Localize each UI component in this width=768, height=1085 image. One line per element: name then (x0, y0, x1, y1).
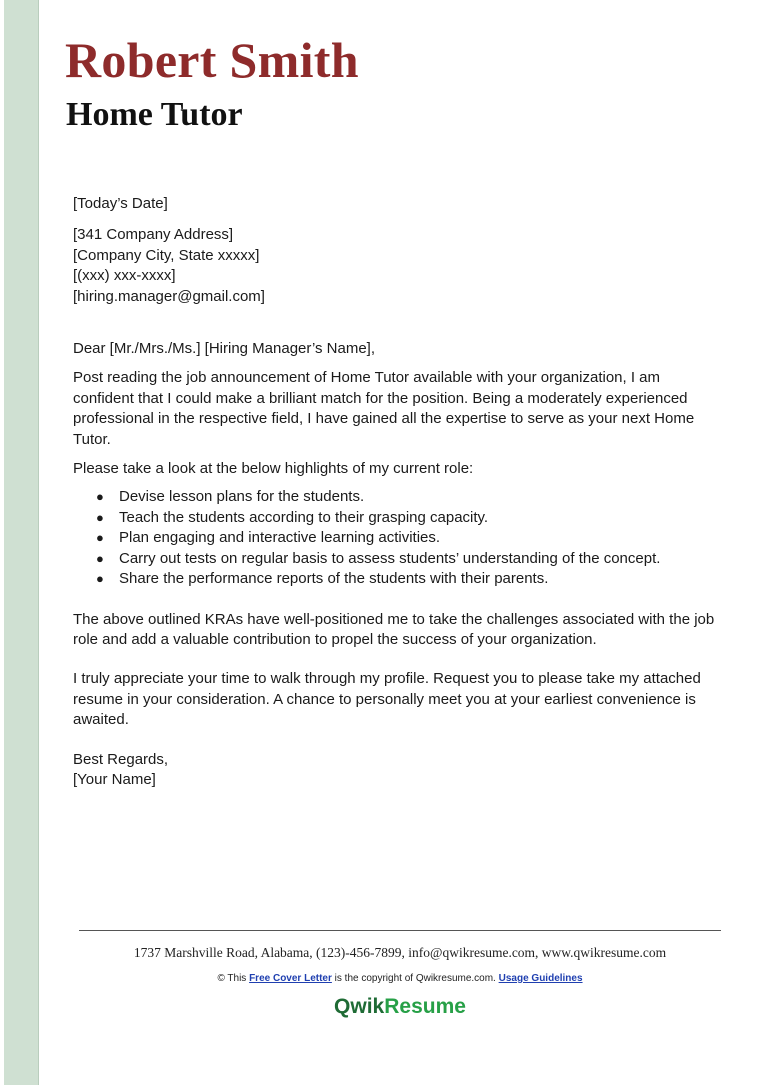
copyright-notice (79, 973, 721, 984)
closing: Best Regards, (73, 750, 169, 768)
letter-body (73, 194, 723, 790)
bullet-icon: ● (96, 530, 104, 546)
list-item (73, 549, 723, 569)
list-item (73, 569, 723, 589)
bullet-icon: ● (96, 571, 104, 587)
paragraph-closing: I truly appreciate your time to walk through my profile. Request you to please take my attached resume in your consideration. A chance to personally meet you at your earliest convenience is awaited. (73, 670, 701, 729)
list-item (73, 528, 723, 548)
decorative-sidebar (4, 0, 39, 1085)
list-item-text: Carry out tests on regular basis to assess students’ understanding of the concept. (119, 549, 661, 567)
footer-divider (79, 930, 721, 931)
bullet-icon: ● (96, 509, 104, 525)
paragraph-kras: The above outlined KRAs have well-positioned me to take the challenges associated with the job role and add a valuable contribution to propel the success of your organization. (73, 610, 715, 648)
address-line: [hiring.manager@gmail.com] (73, 287, 265, 305)
list-item-text: Devise lesson plans for the students. (119, 488, 365, 506)
highlights-list (73, 487, 723, 589)
job-title: Home Tutor (66, 96, 243, 133)
list-item-text: Plan engaging and interactive learning activities. (119, 529, 441, 547)
usage-guidelines-link[interactable]: Usage Guidelines (498, 973, 583, 984)
list-item-text: Teach the students according to their grasping capacity. (119, 508, 489, 526)
paragraph-intro: Post reading the job announcement of Home Tutor available with your organization, I am confident that I could make a brilliant match for the position. Being a moderately experienced professional in the respective field, I have gained all the expertise to serve as your next Home Tutor. (73, 369, 695, 448)
list-item-text: Share the performance reports of the students with their parents. (119, 570, 549, 588)
address-line: [341 Company Address] (73, 226, 234, 244)
footer-contact: 1737 Marshville Road, Alabama, (123)-456-7899, info@qwikresume.com, www.qwikresume.com (133, 945, 667, 960)
address-line: [Company City, State xxxxx] (73, 246, 260, 264)
list-item (73, 487, 723, 507)
qwikresume-logo (79, 995, 721, 1019)
free-cover-letter-link[interactable]: Free Cover Letter (249, 973, 332, 984)
signature: [Your Name] (73, 770, 156, 788)
bullet-icon: ● (96, 489, 104, 505)
copyright-prefix: © This (217, 973, 247, 984)
salutation: Dear [Mr./Mrs./Ms.] [Hiring Manager’s Name], (73, 340, 376, 358)
letter-date: [Today’s Date] (73, 195, 168, 212)
logo-part-resume: Resume (384, 995, 466, 1018)
list-item (73, 508, 723, 528)
bullet-icon: ● (96, 550, 104, 566)
highlights-intro: Please take a look at the below highlights of my current role: (73, 460, 474, 478)
applicant-name: Robert Smith (65, 32, 359, 88)
copyright-middle: is the copyright of Qwikresume.com. (334, 973, 496, 984)
address-line: [(xxx) xxx-xxxx] (73, 267, 176, 285)
logo-part-qwik: Qwik (334, 995, 385, 1018)
recipient-address (73, 225, 723, 307)
